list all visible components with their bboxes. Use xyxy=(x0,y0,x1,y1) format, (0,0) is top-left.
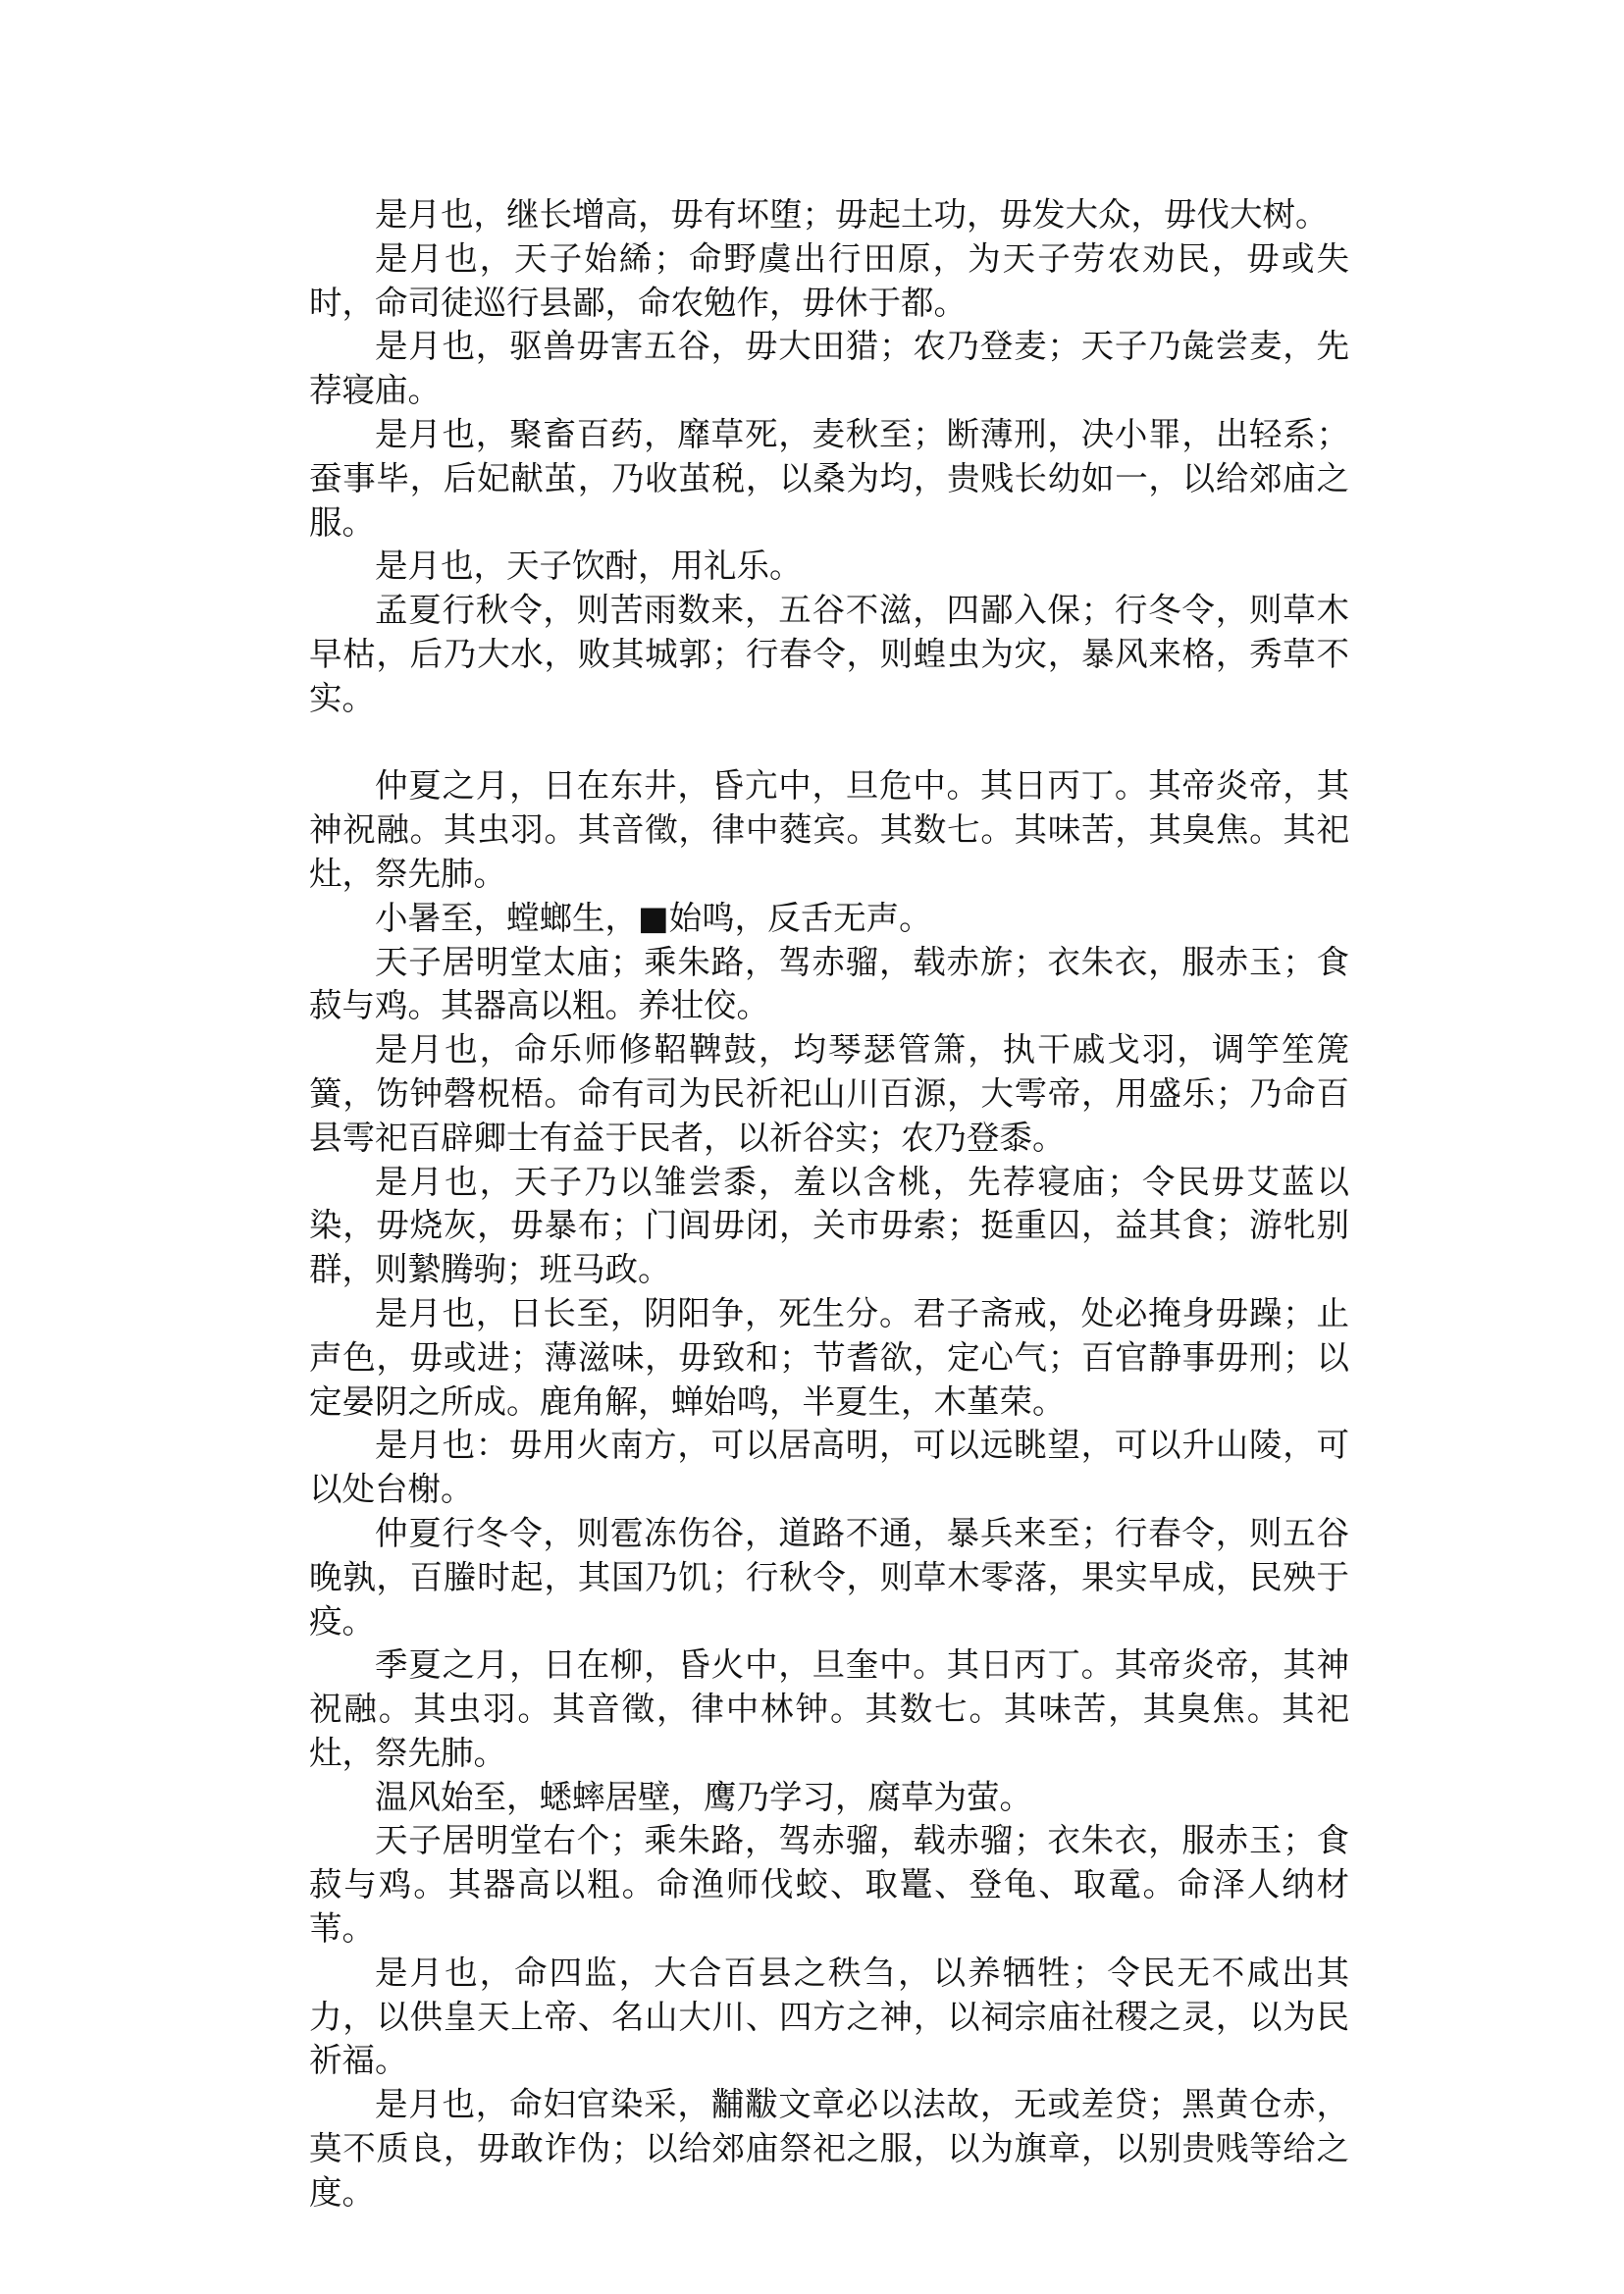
paragraph: 是月也，日长至，阴阳争，死生分。君子斋戒，处必掩身毋躁；止声色，毋或进；薄滋味，毋致和；节耆欲，定心气；百官静事毋刑；以定晏阴之所成。鹿角解，蝉始鸣，半夏生，木堇荣。 xyxy=(309,1293,1349,1421)
paragraph: 是月也，继长增高，毋有坏堕；毋起土功，毋发大众，毋伐大树。 xyxy=(375,195,1329,234)
paragraph: 是月也，命妇官染采，黼黻文章必以法故，无或差贷；黑黄仓赤，莫不质良，毋敢诈伪；以给郊庙祭祀之服，以为旗章，以别贵贱等给之度。 xyxy=(309,2085,1349,2212)
paragraph: 天子居明堂太庙；乘朱路，驾赤骝，载赤旂；衣朱衣，服赤玉；食菽与鸡。其器高以粗。养壮佼。 xyxy=(309,942,1349,1025)
paragraph: 温风始至，蟋蟀居壁，鹰乃学习，腐草为萤。 xyxy=(375,1777,1032,1816)
paragraph: 小暑至，螳螂生，■始鸣，反舌无声。 xyxy=(375,898,932,937)
document-body xyxy=(309,193,1349,2216)
paragraph: 孟夏行秋令，则苦雨数来，五谷不滋，四鄙入保；行冬令，则草木早枯，后乃大水，败其城郭；行春令，则蝗虫为灾，暴风来格，秀草不实。 xyxy=(309,591,1349,717)
paragraph: 仲夏之月，日在东井，昏亢中，旦危中。其日丙丁。其帝炎帝，其神祝融。其虫羽。其音徵，律中蕤宾。其数七。其味苦，其臭焦。其祀灶，祭先肺。 xyxy=(309,766,1349,893)
paragraph: 是月也，天子乃以雏尝黍，羞以含桃，先荐寝庙；令民毋艾蓝以染，毋烧灰，毋暴布；门闾毋闭，关市毋索；挺重囚，益其食；游牝别群，则縶腾驹；班马政。 xyxy=(309,1162,1349,1289)
paragraph: 是月也，聚畜百药，靡草死，麦秋至；断薄刑，决小罪，出轻系；蚕事毕，后妃献茧，乃收茧税，以桑为均，贵贱长幼如一，以给郊庙之服。 xyxy=(309,414,1349,542)
paragraph: 是月也，天子饮酎，用礼乐。 xyxy=(375,547,803,586)
paragraph: 是月也，命乐师修鞀鞞鼓，均琴瑟管箫，执干戚戈羽，调竽笙箎簧，饬钟磬柷梧。命有司为民祈祀山川百源，大雩帝，用盛乐；乃命百县雩祀百辟卿士有益于民者，以祈谷实；农乃登黍。 xyxy=(309,1030,1349,1157)
paragraph: 天子居明堂右个；乘朱路，驾赤骝，载赤骝；衣朱衣，服赤玉；食菽与鸡。其器高以粗。命渔师伐蛟、取鼍、登龟、取鼋。命泽人纳材苇。 xyxy=(309,1821,1349,1949)
paragraph: 是月也：毋用火南方，可以居高明，可以远眺望，可以升山陵，可以处台榭。 xyxy=(309,1426,1349,1509)
paragraph: 是月也，驱兽毋害五谷，毋大田猎；农乃登麦；天子乃彘尝麦，先荐寝庙。 xyxy=(309,327,1349,410)
paragraph: 是月也，命四监，大合百县之秩刍，以养牺牲；令民无不咸出其力，以供皇天上帝、名山大川、四方之神，以祠宗庙社稷之灵，以为民祈福。 xyxy=(309,1953,1349,2080)
paragraph: 季夏之月，日在柳，昏火中，旦奎中。其日丙丁。其帝炎帝，其神祝融。其虫羽。其音徵，律中林钟。其数七。其味苦，其臭焦。其祀灶，祭先肺。 xyxy=(309,1645,1349,1772)
paragraph: 仲夏行冬令，则雹冻伤谷，道路不通，暴兵来至；行春令，则五谷晚孰，百螣时起，其国乃饥；行秋令，则草木零落，果实早成，民殃于疫。 xyxy=(309,1513,1349,1641)
paragraph: 是月也，天子始絺；命野虞出行田原，为天子劳农劝民，毋或失时，命司徒巡行县鄙，命农勉作，毋休于都。 xyxy=(309,238,1349,322)
